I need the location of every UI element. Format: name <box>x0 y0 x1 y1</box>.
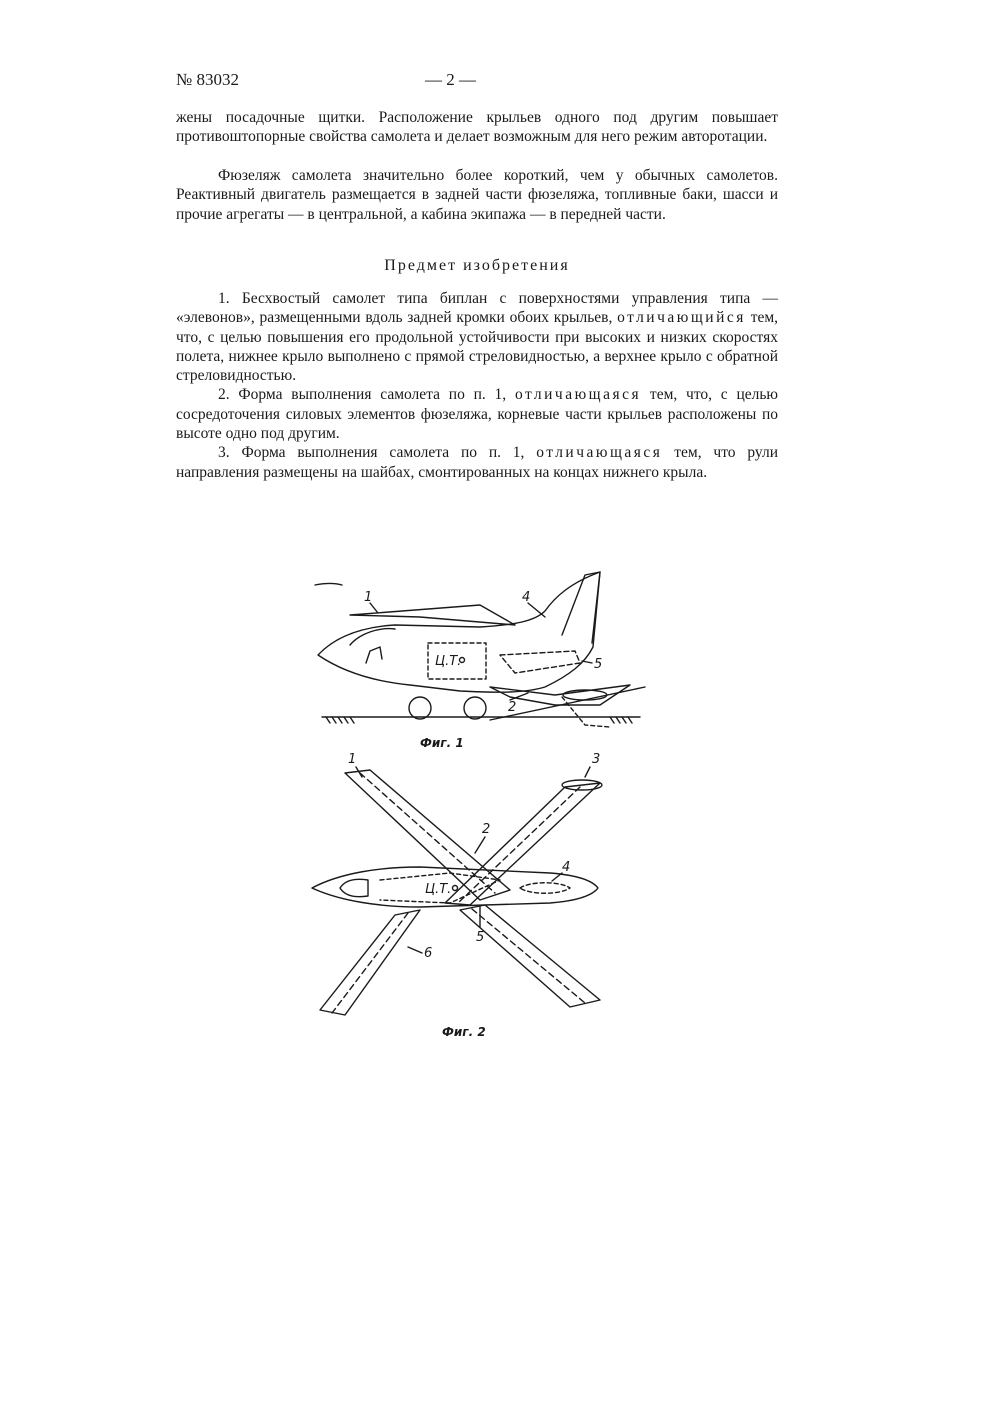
claim-1 <box>176 289 778 385</box>
claim-3-before: 3. Форма выполнения самолета по п. 1, <box>218 444 525 462</box>
fig1-label-2: 2 <box>508 700 517 715</box>
claims-heading: Предмет изобретения <box>384 257 570 274</box>
fig1-main-gear <box>562 697 610 727</box>
claim-1-after: тем, что, с целью повышения его продольной устойчивости при высоких и низких скоростях полета, нижнее крыло выполнено с прямой стреловидностью, а верхнее крыло с обратной стреловидностью. <box>176 309 779 385</box>
fig2-label-3: 3 <box>592 752 601 767</box>
fig2-label-cg: Ц.Т. <box>425 882 452 897</box>
figures <box>300 555 670 1055</box>
fig1-seat <box>366 647 382 663</box>
claim-1-before: 1. Бесхвостый самолет типа биплан с поверхностями управления типа — «элевонов», размещенными вдоль задней кромки обоих крыльев, <box>176 290 778 327</box>
claim-2-after: тем, что, с целью сосредоточения силовых элементов фюзеляжа, корневые части крыльев расположены по высоте одно под другим. <box>176 386 779 443</box>
fig1-side-view <box>315 572 645 750</box>
fig2-leader-3 <box>585 767 590 777</box>
body-paragraph-1: жены посадочные щитки. Расположение крыльев одного под другим повышает противоштопорные свойства самолета и делает возможным для него режим авторотации. <box>176 109 778 146</box>
fig2-leader-6 <box>408 947 422 953</box>
fig2-caption: Фиг. 2 <box>442 1025 486 1039</box>
fig2-label-4: 4 <box>562 860 571 875</box>
fig1-caption: Фиг. 1 <box>420 736 464 750</box>
page-number: — 2 — <box>425 70 476 89</box>
fig2-canopy <box>340 879 368 896</box>
fig1-ground-hatch-right <box>610 717 632 723</box>
claim-3 <box>176 443 778 482</box>
body-paragraph-2: Фюзеляж самолета значительно более короткий, чем у обычных самолетов. Реактивный двигатель размещается в задней части фюзеляжа, топливные баки, шасси и прочие агрегаты — в центральной, а кабина экипажа — в передней части. <box>176 167 778 223</box>
fig2-leader-2 <box>475 837 485 853</box>
fig1-leader-4 <box>528 603 545 617</box>
fig2-elevon-line-3 <box>332 913 408 1013</box>
claim-3-after: тем, что рули направления размещены на шайбах, смонтированных на концах нижнего крыла. <box>176 444 778 481</box>
claim-2-before: 2. Форма выполнения самолета по п. 1, <box>218 386 507 404</box>
patent-number: № 83032 <box>176 70 239 89</box>
claim-1-emph: отличающийся <box>617 309 746 327</box>
fig2-label-6: 6 <box>424 946 433 961</box>
fig2-cg-point <box>453 886 458 891</box>
fig1-label-1: 1 <box>364 590 373 605</box>
aircraft-drawing <box>300 555 670 1055</box>
fig2-elevon-line-2 <box>458 787 580 903</box>
fig1-wheel-rear <box>464 697 486 719</box>
fig1-ground-hatch-left <box>326 717 354 723</box>
fig1-label-5: 5 <box>594 657 603 672</box>
claim-2-emph: отличающаяся <box>514 386 642 404</box>
claim-3-emph: отличающаяся <box>536 444 663 462</box>
fig2-elevon-line-4 <box>472 909 585 1003</box>
fig1-fuselage <box>318 572 603 692</box>
fig2-label-2: 2 <box>482 822 491 837</box>
fig2-label-5: 5 <box>476 930 485 945</box>
fig2-upper-wing-starboard <box>460 905 600 1007</box>
fig1-antenna <box>315 584 342 586</box>
claim-2 <box>176 385 778 443</box>
fig1-leader-5 <box>582 661 592 663</box>
fig2-engine <box>520 883 570 894</box>
fig1-wheel-front <box>409 697 431 719</box>
fig1-engine <box>500 651 580 673</box>
fig2-label-1: 1 <box>348 752 357 767</box>
claims-list <box>176 289 778 482</box>
fig1-label-cg: Ц.Т. <box>435 654 462 669</box>
fig2-elevon-line-1 <box>360 773 495 893</box>
fig1-label-4: 4 <box>522 590 531 605</box>
fig2-plan-view <box>312 752 602 1039</box>
